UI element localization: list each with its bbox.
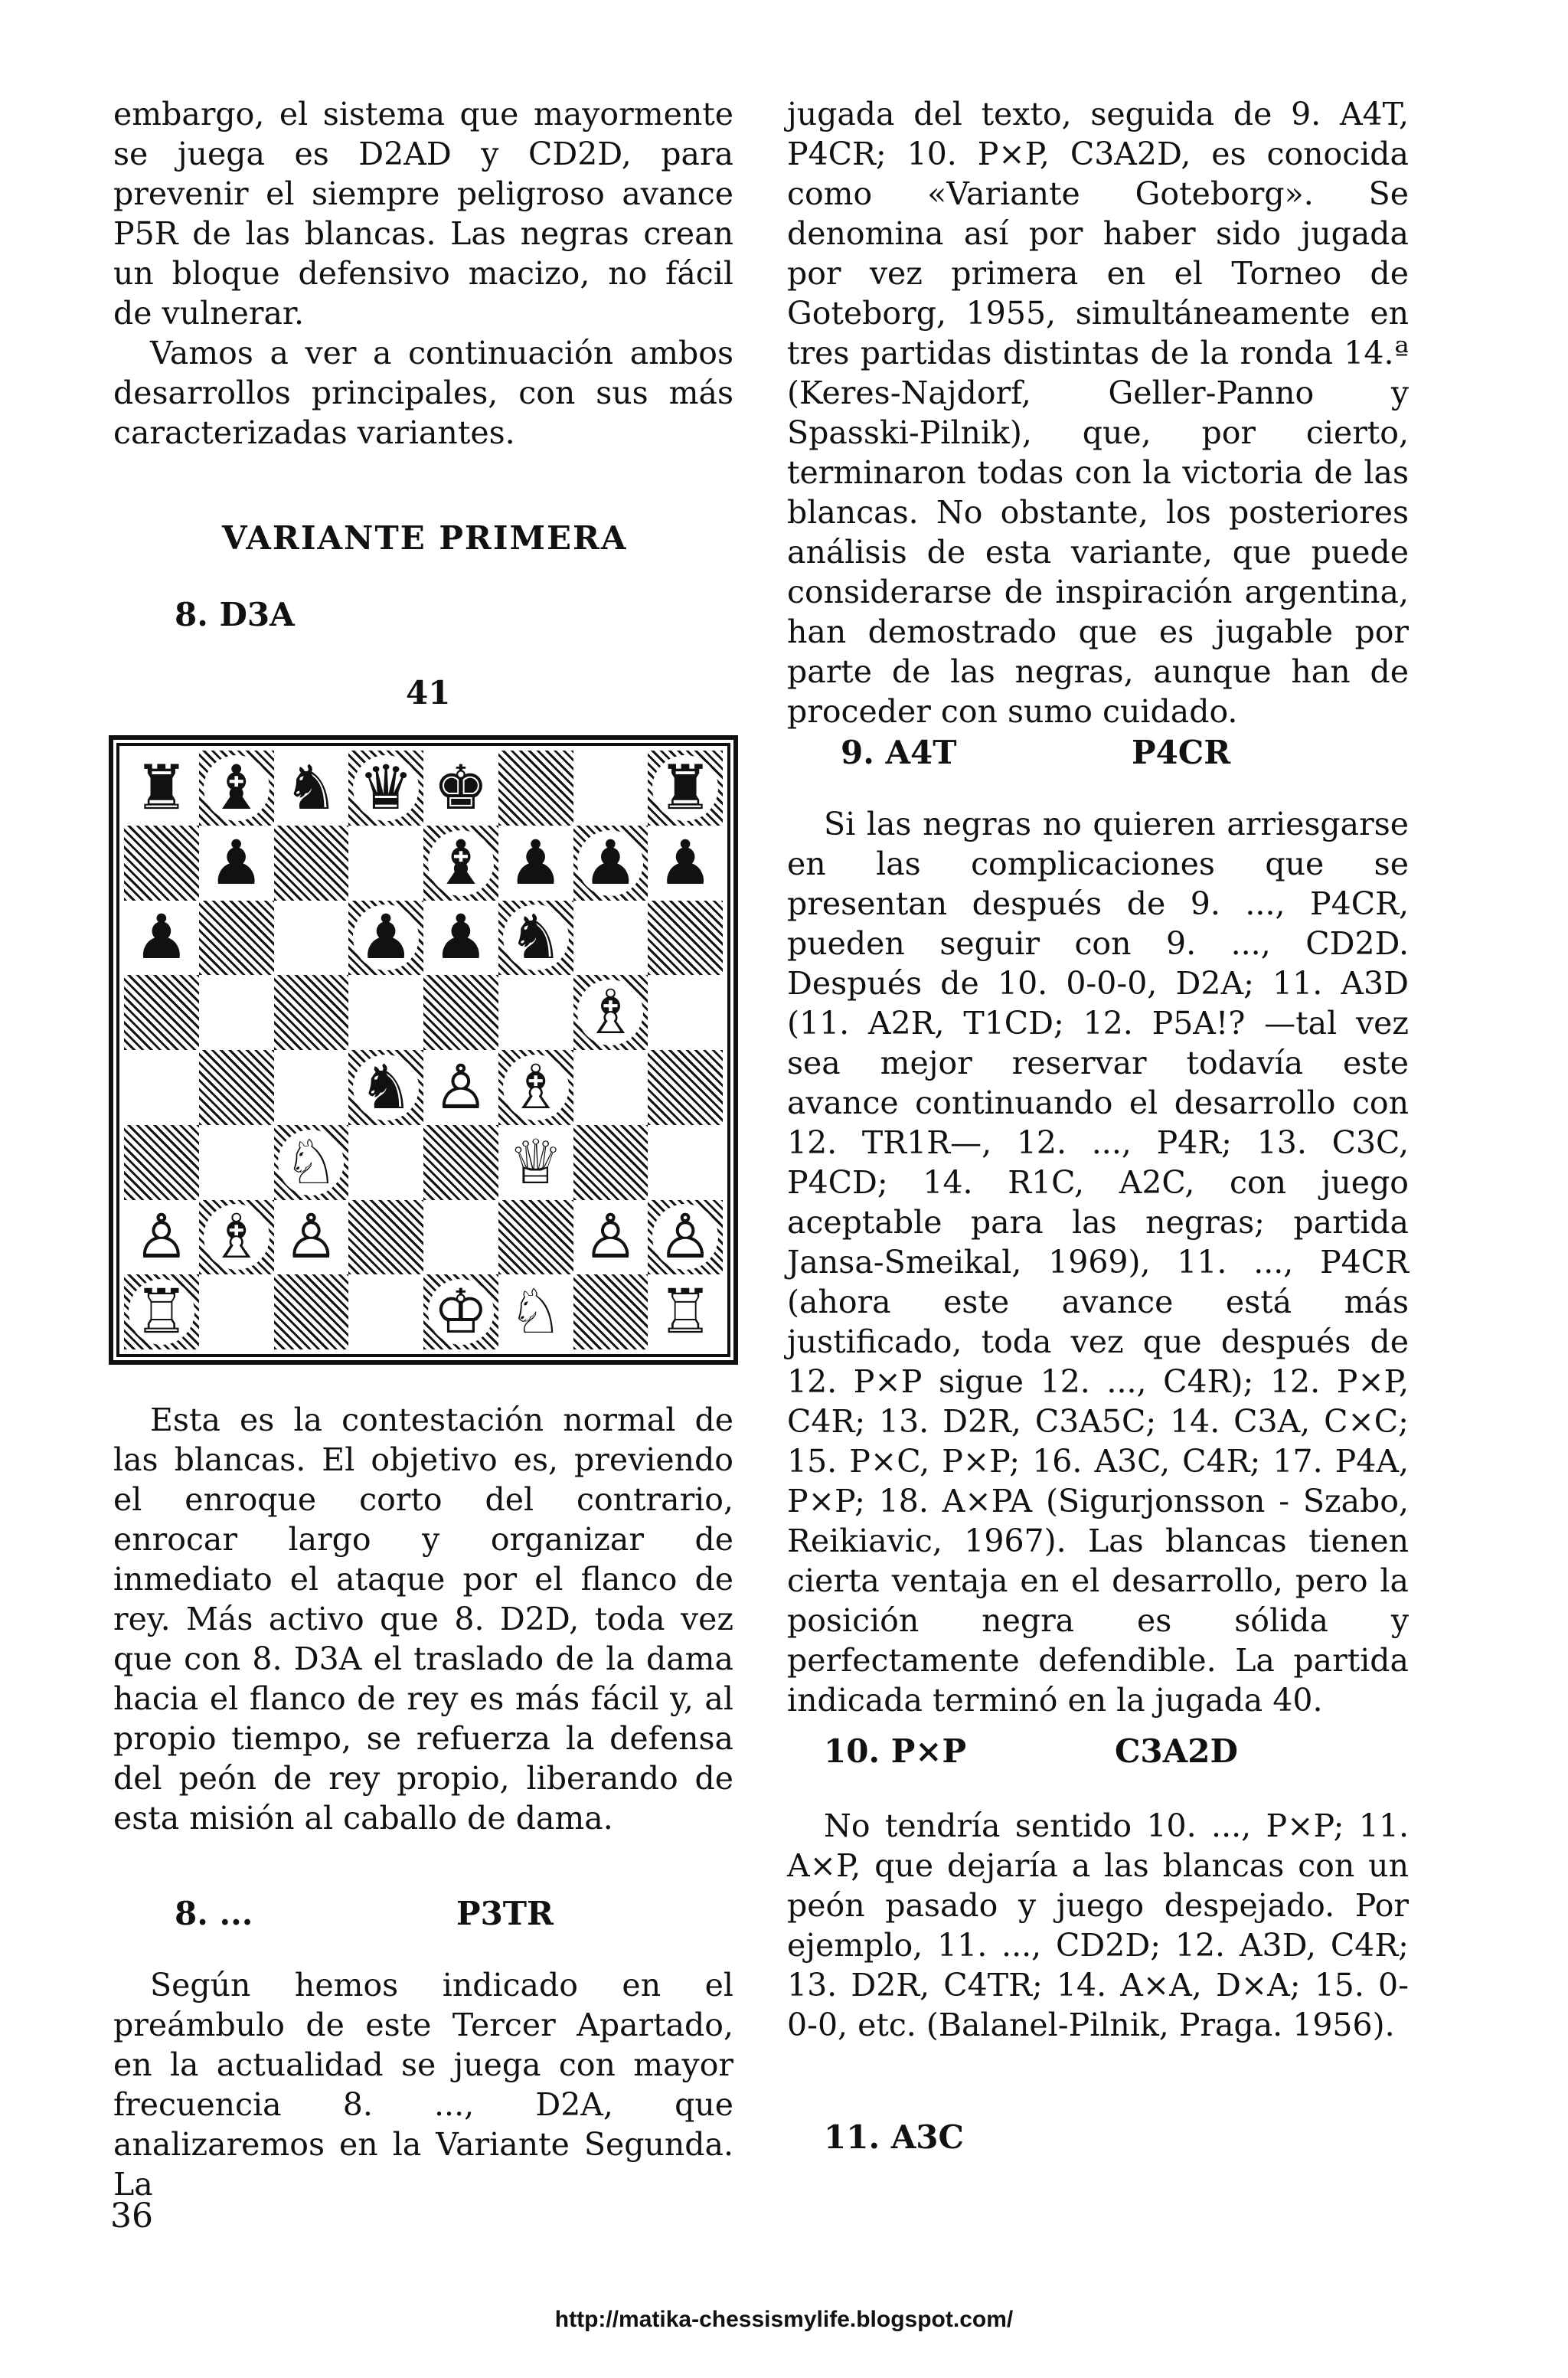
board-square — [199, 751, 274, 826]
board-square — [274, 1125, 349, 1200]
board-square — [498, 1200, 573, 1275]
para-end: Según hemos indicado en el preámbulo de este Tercer Apartado, en la actualidad se juega con mayor frecuencia 8. ..., D2A, que analizaremos en la Variante Segunda. La — [113, 1967, 733, 2203]
board-square — [573, 826, 648, 901]
board-square — [498, 826, 573, 901]
move-10-black: C3A2D — [1115, 1732, 1238, 1770]
chess-piece-icon: ♞ — [283, 751, 339, 823]
board-square — [274, 901, 349, 976]
intro-paragraph-2: Vamos a ver a continuación ambos desarrollos principales, con sus más caracterizadas variantes. — [113, 335, 733, 451]
board-square — [423, 751, 498, 826]
board-square — [348, 1274, 423, 1349]
board-square — [124, 751, 199, 826]
board-square — [573, 1274, 648, 1349]
chess-piece-icon: ♟ — [353, 904, 419, 970]
board-square — [199, 826, 274, 901]
right-column — [787, 94, 1409, 731]
board-square — [199, 901, 274, 976]
chess-piece-icon: ♔ — [428, 1279, 494, 1345]
board-square — [348, 1125, 423, 1200]
chess-piece-icon: ♟ — [433, 901, 488, 973]
board-square — [498, 1274, 573, 1349]
board-square — [274, 826, 349, 901]
board-square — [348, 826, 423, 901]
board-square — [423, 826, 498, 901]
chess-piece-icon: ♟ — [658, 826, 713, 898]
chess-piece-icon: ♙ — [652, 1204, 718, 1270]
board-square — [124, 901, 199, 976]
left-column-end — [113, 1965, 733, 2204]
chess-piece-icon: ♟ — [134, 901, 189, 973]
board-square — [573, 901, 648, 976]
move-11: 11. A3C — [824, 2118, 964, 2156]
chess-piece-icon: ♗ — [204, 1204, 270, 1270]
board-square — [124, 1050, 199, 1125]
board-square — [498, 975, 573, 1050]
board-square — [124, 1200, 199, 1275]
board-square — [348, 1200, 423, 1275]
board-square — [423, 1125, 498, 1200]
chess-piece-icon: ♙ — [134, 1201, 189, 1273]
board-square — [423, 901, 498, 976]
chess-board — [124, 751, 723, 1349]
board-square — [124, 1125, 199, 1200]
board-square — [573, 751, 648, 826]
move-8b: P3TR — [456, 1895, 554, 1932]
board-square — [274, 751, 349, 826]
board-square — [648, 975, 723, 1050]
board-square — [423, 1274, 498, 1349]
move-8: 8. D3A — [175, 596, 295, 633]
board-square — [199, 1125, 274, 1200]
chess-piece-icon: ♙ — [583, 1201, 639, 1273]
board-square — [274, 1274, 349, 1349]
after-diagram-paragraph: Esta es la contestación normal de las blancas. El objetivo es, previendo el enroque corto del contrario, enrocar largo y organizar de inmediato el ataque por el flanco de rey. Más activo que 8. D2D, toda vez que con 8. D3A el traslado de la dama hacia el flanco de rey es más fácil y, al propio tiempo, se refuerza la defensa del peón de rey propio, liberando de esta misión al caballo de dama. — [113, 1402, 733, 1837]
board-square — [274, 1200, 349, 1275]
board-square — [648, 826, 723, 901]
chess-piece-icon: ♛ — [353, 755, 419, 821]
chess-piece-icon: ♜ — [652, 755, 718, 821]
board-square — [199, 975, 274, 1050]
board-square — [124, 975, 199, 1050]
board-square — [498, 1125, 573, 1200]
chess-piece-icon: ♘ — [508, 1276, 564, 1348]
board-square — [199, 1200, 274, 1275]
board-square — [648, 1125, 723, 1200]
right-column-middle — [787, 804, 1409, 1720]
board-square — [648, 1050, 723, 1125]
board-square — [348, 975, 423, 1050]
move-9-white: 9. A4T — [841, 734, 957, 771]
board-square — [274, 1050, 349, 1125]
chess-piece-icon: ♝ — [428, 830, 494, 896]
board-square — [648, 1274, 723, 1349]
move-8b-number: 8. ... — [175, 1895, 253, 1932]
board-square — [648, 901, 723, 976]
page-number: 36 — [110, 2196, 153, 2236]
board-square — [423, 975, 498, 1050]
board-square — [648, 1200, 723, 1275]
footer-url[interactable]: http://matika-chessismylife.blogspot.com/ — [554, 2307, 1014, 2332]
chess-piece-icon: ♖ — [129, 1279, 194, 1345]
board-square — [573, 975, 648, 1050]
chess-piece-icon: ♟ — [508, 826, 564, 898]
board-square — [573, 1050, 648, 1125]
chess-piece-icon: ♟ — [577, 830, 643, 896]
board-square — [274, 975, 349, 1050]
board-square — [573, 1200, 648, 1275]
board-square — [498, 751, 573, 826]
board-square — [498, 901, 573, 976]
move-10-white: 10. P×P — [824, 1732, 967, 1770]
section-title: VARIANTE PRIMERA — [222, 519, 628, 557]
chess-piece-icon: ♜ — [134, 751, 189, 823]
chess-piece-icon: ♞ — [353, 1055, 419, 1120]
board-square — [498, 1050, 573, 1125]
board-square — [348, 901, 423, 976]
board-square — [348, 1050, 423, 1125]
move-9-black: P4CR — [1132, 734, 1231, 771]
right-paragraph-3: No tendría sentido 10. ..., P×P; 11. A×P, que dejaría a las blancas con un peón pasado y juego despejado. Por ejemplo, 11. ..., CD2D; 12. A3D, C4R; 13. D2R, C4TR; 14. A×A, D×A; 15. 0-0-0, etc. (Balanel-Pilnik, Praga. 1956). — [787, 1807, 1409, 2043]
left-column — [113, 94, 733, 453]
right-paragraph-2: Si las negras no quieren arriesgarse en las complicaciones que se presentan después de 9. ..., P4CR, pueden seguir con 9. ..., CD2D. Después de 10. 0-0-0, D2A; 11. A3D (11. A2R, T1CD; 12. P5A!? —tal vez sea mejor reservar todavía este avance continuando el desarrollo con 12. TR1R—, 12. ..., P4R; 13. C3C, P4CD; 14. R1C, A2C, con juego aceptable para las negras; partida Jansa-Smeikal, 1969), 11. ..., P4CR (ahora este avance está más justificado, toda vez que después de 12. P×P sigue 12. ..., C4R); 12. P×P, C4R; 13. D2R, C3A5C; 14. C3A, C×C; 15. P×C, P×P; 16. A3C, C4R; 17. P4A, P×P; 18. A×PA (Sigurjonsson - Szabo, Reikiavic, 1967). Las blancas tienen cierta ventaja en el desarrollo, pero la posición negra es sólida y perfectamente defendible. La partida indicada terminó en la jugada 40. — [787, 806, 1409, 1719]
intro-paragraph: embargo, el sistema que mayormente se juega es D2AD y CD2D, para prevenir el siempre peligroso avance P5R de las blancas. Las negras crean un bloque defensivo macizo, no fácil de vulnerar. — [113, 96, 733, 332]
right-paragraph-1: jugada del texto, seguida de 9. A4T, P4CR; 10. P×P, C3A2D, es conocida como «Variante Goteborg». Se denomina así por haber sido jugada por vez primera en el Torneo de Goteborg, 1955, simultáneamente en tres partidas distintas de la ronda 14.ª (Keres-Najdorf, Geller-Panno y Spasski-Pilnik), que, por cierto, terminaron todas con la victoria de las blancas. No obstante, los posteriores análisis de esta variante, que puede considerarse de inspiración argentina, han demostrado que es jugable por parte de las negras, aunque han de proceder con sumo cuidado. — [787, 96, 1409, 730]
chess-piece-icon: ♚ — [433, 751, 488, 823]
board-square — [124, 826, 199, 901]
chess-piece-icon: ♖ — [658, 1276, 713, 1348]
chess-piece-icon: ♙ — [433, 1051, 488, 1123]
chess-diagram — [109, 735, 738, 1365]
board-square — [423, 1200, 498, 1275]
chess-piece-icon: ♗ — [577, 980, 643, 1045]
board-square — [423, 1050, 498, 1125]
board-square — [199, 1274, 274, 1349]
board-square — [348, 751, 423, 826]
chess-piece-icon: ♝ — [204, 755, 270, 821]
board-square — [648, 751, 723, 826]
chess-piece-icon: ♘ — [278, 1130, 344, 1196]
chess-piece-icon: ♕ — [508, 1126, 564, 1198]
board-square — [573, 1125, 648, 1200]
chess-piece-icon: ♞ — [503, 904, 569, 970]
board-square — [124, 1274, 199, 1349]
chess-piece-icon: ♟ — [208, 826, 264, 898]
board-square — [199, 1050, 274, 1125]
chess-piece-icon: ♙ — [283, 1201, 339, 1273]
diagram-number: 41 — [406, 674, 451, 711]
left-column-lower — [113, 1400, 733, 1838]
chess-piece-icon: ♗ — [503, 1055, 569, 1120]
right-column-lower — [787, 1806, 1409, 2045]
